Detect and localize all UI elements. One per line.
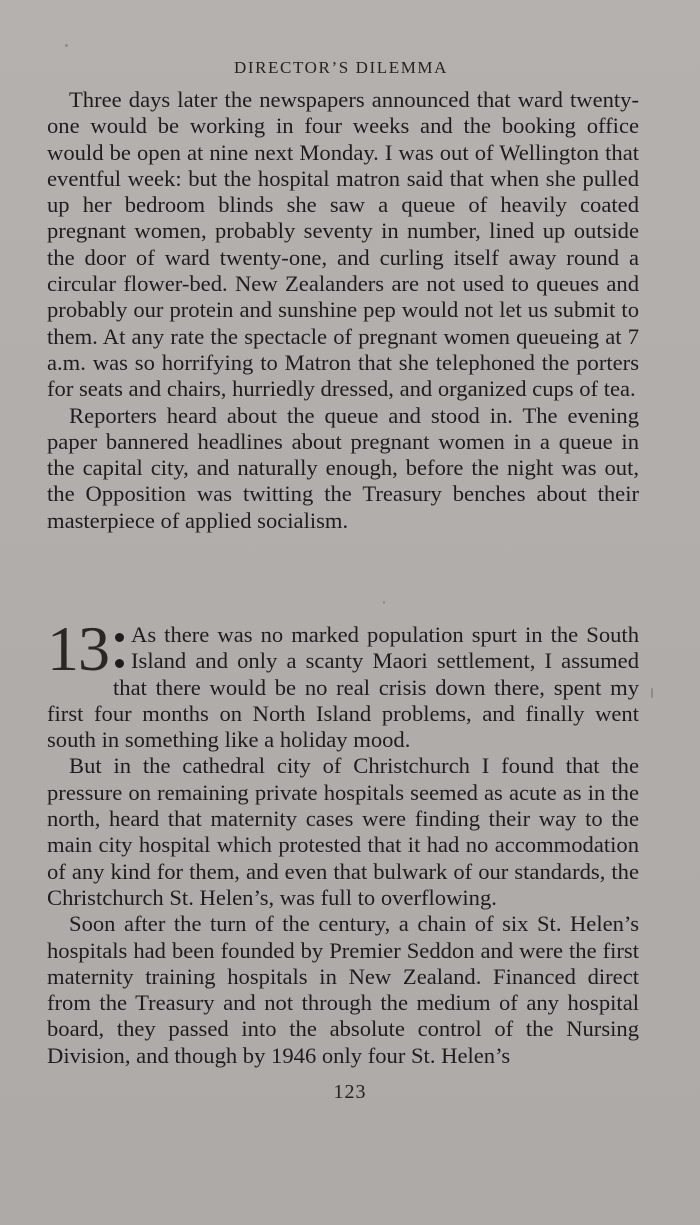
paragraph: Three days later the newspapers announced that ward twenty-one would be working in four weeks and the booking office would be open at nine next Monday. I was out of Wellington that eventful week: but the hospital matron said that when she pulled up her bedroom blinds she saw a queue of heavily coated pregnant women, probably seventy in number, lined up outside the door of ward twenty-one, and curling itself away round a circular flower-bed. New Zealanders are not used to queues and probably our protein and sunshine pep would not let us submit to them. At any rate the spectacle of pregnant women queueing at 7 a.m. was so horrifying to Matron that she telephoned the porters for seats and chairs, hurriedly dressed, and organized cups of tea.: [47, 87, 639, 402]
text-block-top: [47, 87, 639, 534]
section-colon-ornament: [115, 622, 125, 674]
section-13: [47, 613, 639, 1069]
paper-speck: [383, 601, 385, 604]
paper-speck: [65, 44, 68, 47]
paragraph: Reporters heard about the queue and stood in. The evening paper bannered headlines about pregnant women in a queue in the capital city, and naturally enough, before the night was out, the Opposition was twitting the Treasury benches about their masterpiece of applied socialism.: [47, 402, 639, 533]
paragraph: Soon after the turn of the century, a chain of six St. Helen’s hospitals had been founded by Premier Seddon and were the first maternity training hospitals in New Zealand. Financed direct from the Treasury and not through the medium of any hospital board, they passed into the absolute control of the Nursing Division, and though by 1946 only four St. Helen’s: [47, 911, 639, 1068]
section-first-paragraph-text: As there was no marked population spurt in the South Island and only a scanty Maori settlement, I assumed that there would be no real crisis down there, spent my first four months on North Island problems, and finally went south in something like a holiday mood.: [47, 622, 639, 753]
section-number: 13: [47, 613, 109, 684]
paragraph: But in the cathedral city of Christchurch I found that the pressure on remaining private hospitals seemed as acute as in the north, heard that maternity cases were finding their way to the main city hospital which protested that it had no accommodation of any kind for them, and even that bulwark of our standards, the Christchurch St. Helen’s, was full to overflowing.: [47, 753, 639, 910]
running-head: DIRECTOR’S DILEMMA: [233, 58, 449, 77]
section-first-paragraph: [47, 613, 639, 753]
paper-speck: [651, 688, 653, 698]
page-number: 123: [333, 1081, 367, 1103]
